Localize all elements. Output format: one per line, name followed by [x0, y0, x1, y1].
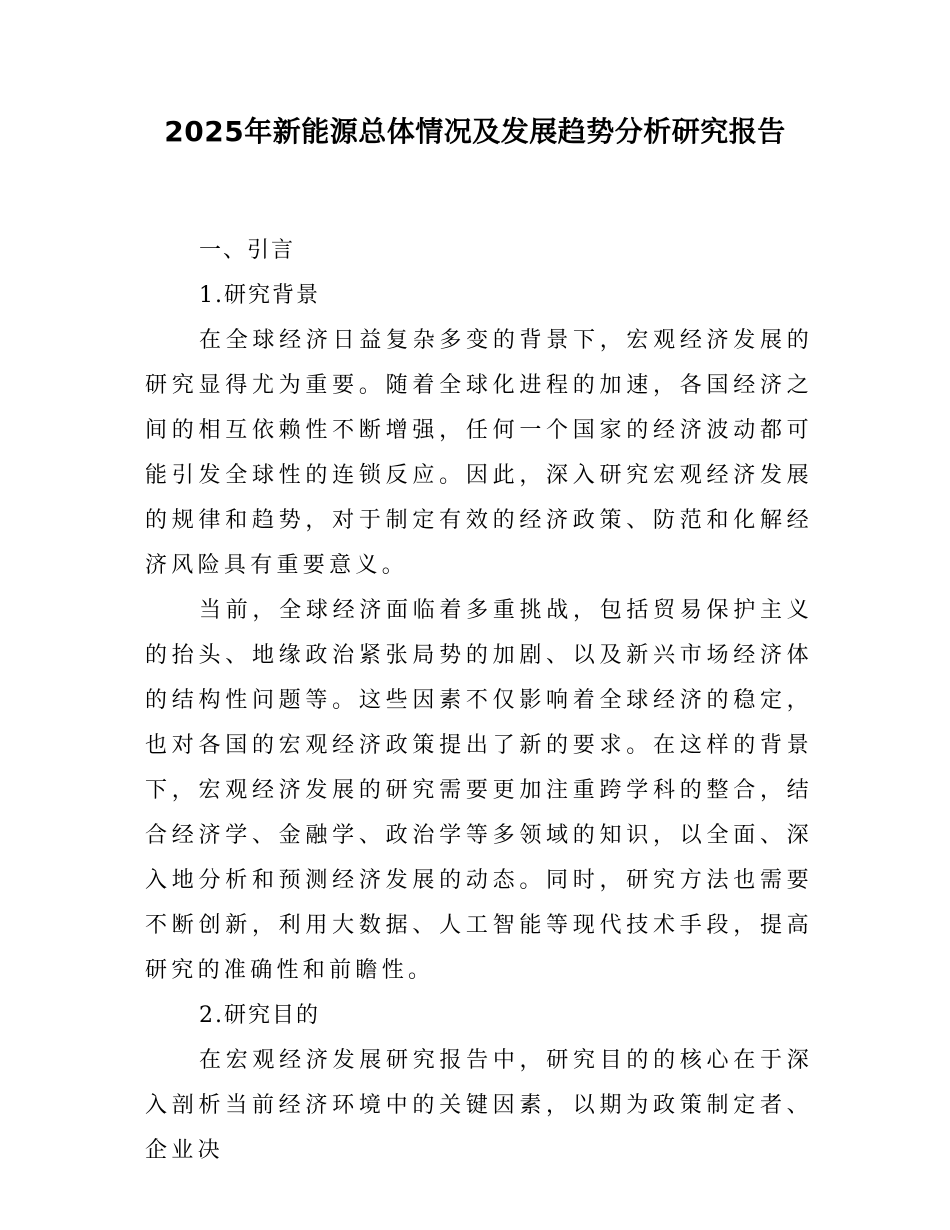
- subsection-heading-research-background: 1.研究背景: [199, 283, 320, 308]
- document-body: [145, 228, 813, 1173]
- document-title: 2025年新能源总体情况及发展趋势分析研究报告: [164, 115, 786, 148]
- paragraph: 在全球经济日益复杂多变的背景下，宏观经济发展的研究显得尤为重要。随着全球化进程的加速，各国经济之间的相互依赖性不断增强，任何一个国家的经济波动都可能引发全球性的连锁反应。因此，深入研究宏观经济发展的规律和趋势，对于制定有效的经济政策、防范和化解经济风险具有重要意义。: [145, 328, 813, 578]
- section-heading-introduction: 一、引言: [199, 238, 296, 263]
- paragraph: 在宏观经济发展研究报告中，研究目的的核心在于深入剖析当前经济环境中的关键因素，以期为政策制定者、企业决: [145, 1048, 813, 1163]
- paragraph: 当前，全球经济面临着多重挑战，包括贸易保护主义的抬头、地缘政治紧张局势的加剧、以及新兴市场经济体的结构性问题等。这些因素不仅影响着全球经济的稳定，也对各国的宏观经济政策提出了新的要求。在这样的背景下，宏观经济发展的研究需要更加注重跨学科的整合，结合经济学、金融学、政治学等多领域的知识，以全面、深入地分析和预测经济发展的动态。同时，研究方法也需要不断创新，利用大数据、人工智能等现代技术手段，提高研究的准确性和前瞻性。: [145, 598, 813, 983]
- subsection-heading-research-purpose: 2.研究目的: [199, 1003, 320, 1028]
